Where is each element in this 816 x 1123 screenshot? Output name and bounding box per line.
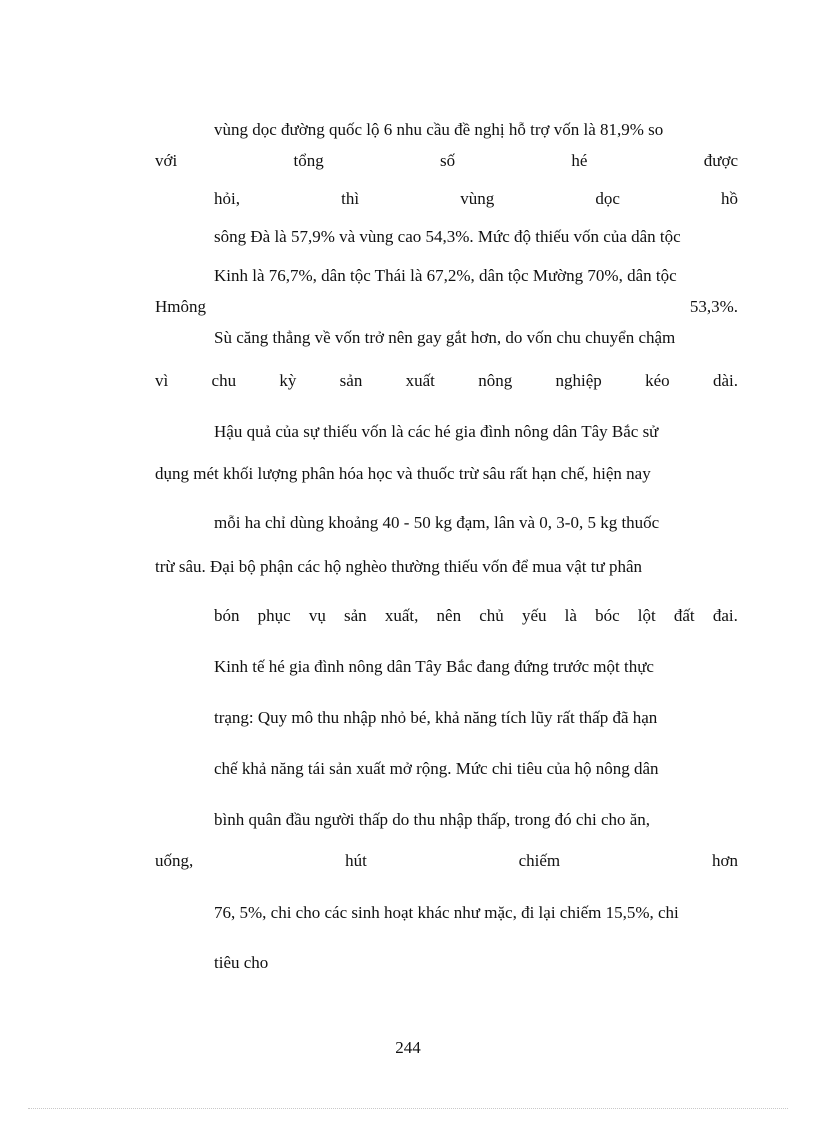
word: chu: [211, 371, 237, 390]
word: hồ: [720, 189, 738, 208]
line-text: Hậu quả của sự thiếu vốn là các hé gia đình nông dân Tây Bắc sử: [214, 422, 659, 441]
line-text: vùng dọc đường quốc lộ 6 nhu cầu đề nghị hỗ trợ vốn là 81,9% so: [214, 120, 664, 139]
word: bón: [214, 606, 240, 625]
text-line-8: [155, 371, 738, 391]
word: hỏi,: [214, 189, 240, 208]
word: Hmông: [155, 297, 206, 316]
word: vụ: [308, 606, 326, 625]
line-text: bình quân đầu người thấp do thu nhập thấp, trong đó chi cho ăn,: [214, 810, 651, 829]
text-line-6: [155, 297, 738, 317]
line-text: tiêu cho: [214, 953, 269, 972]
word: kéo: [645, 371, 670, 390]
text-line-2: [155, 151, 738, 171]
word: lột: [637, 606, 656, 625]
word: với: [155, 151, 178, 170]
word: hút: [345, 851, 367, 870]
word: dài.: [712, 371, 738, 390]
word: yếu: [521, 606, 547, 625]
line-text: Kinh là 76,7%, dân tộc Thái là 67,2%, dân tộc Mường 70%, dân tộc: [214, 266, 677, 285]
word: uống,: [155, 851, 194, 870]
text-line-13: [214, 606, 738, 626]
word: thì: [341, 189, 360, 208]
word: sản: [344, 606, 367, 625]
word: chủ: [479, 606, 504, 625]
word: chiếm: [518, 851, 561, 870]
line-text: trừ sâu. Đại bộ phận các hộ nghèo thường thiếu vốn để mua vật tư phân: [155, 557, 643, 576]
word: vì: [155, 371, 169, 390]
word: là: [564, 606, 577, 625]
word: bóc: [595, 606, 620, 625]
text-line-12: [155, 557, 738, 577]
text-line-17: [214, 810, 738, 830]
page-number: 244: [395, 1038, 421, 1057]
text-line-4: [214, 227, 738, 247]
word: đai.: [712, 606, 738, 625]
word: vùng: [460, 189, 495, 208]
text-line-20: [214, 953, 738, 973]
text-line-14: [214, 657, 738, 677]
text-line-15: [214, 708, 738, 728]
word: hé: [571, 151, 588, 170]
text-line-18: [155, 851, 738, 871]
line-text: trạng: Quy mô thu nhập nhỏ bé, khả năng tích lũy rất thấp đã hạn: [214, 708, 658, 727]
word: nên: [436, 606, 462, 625]
word: nghiệp: [555, 371, 602, 390]
text-line-1: [214, 120, 738, 140]
footer-divider: [28, 1108, 788, 1109]
line-text: chế khả năng tái sản xuất mở rộng. Mức chi tiêu của hộ nông dân: [214, 759, 659, 778]
line-text: Sù căng thẳng về vốn trở nên gay gắt hơn, do vốn chu chuyển chậm: [214, 328, 676, 347]
text-line-19: [214, 903, 738, 923]
text-line-10: [155, 464, 738, 484]
text-line-16: [214, 759, 738, 779]
text-line-9: [214, 422, 738, 442]
line-text: dụng mét khối lượng phân hóa học và thuốc trừ sâu rất hạn chế, hiện nay: [155, 464, 651, 483]
line-text: 76, 5%, chi cho các sinh hoạt khác như mặc, đi lại chiếm 15,5%, chi: [214, 903, 679, 922]
word: nông: [478, 371, 513, 390]
word: đất: [673, 606, 695, 625]
word: xuất: [405, 371, 435, 390]
word: 53,3%.: [689, 297, 738, 316]
word: tổng: [293, 151, 324, 170]
line-text: Kinh tế hé gia đình nông dân Tây Bắc đang đứng trước một thực: [214, 657, 654, 676]
text-line-7: [214, 328, 738, 348]
line-text: sông Đà là 57,9% và vùng cao 54,3%. Mức độ thiếu vốn của dân tộc: [214, 227, 681, 246]
text-line-5: [214, 266, 738, 286]
word: được: [703, 151, 738, 170]
word: sản: [339, 371, 363, 390]
word: xuất,: [384, 606, 419, 625]
text-line-3: [214, 189, 738, 209]
word: kỳ: [279, 371, 297, 390]
word: phục: [257, 606, 291, 625]
word: số: [440, 151, 456, 170]
word: dọc: [595, 189, 620, 208]
line-text: mỗi ha chỉ dùng khoảng 40 - 50 kg đạm, lân và 0, 3-0, 5 kg thuốc: [214, 513, 660, 532]
word: hơn: [711, 851, 738, 870]
text-line-11: [214, 513, 738, 533]
